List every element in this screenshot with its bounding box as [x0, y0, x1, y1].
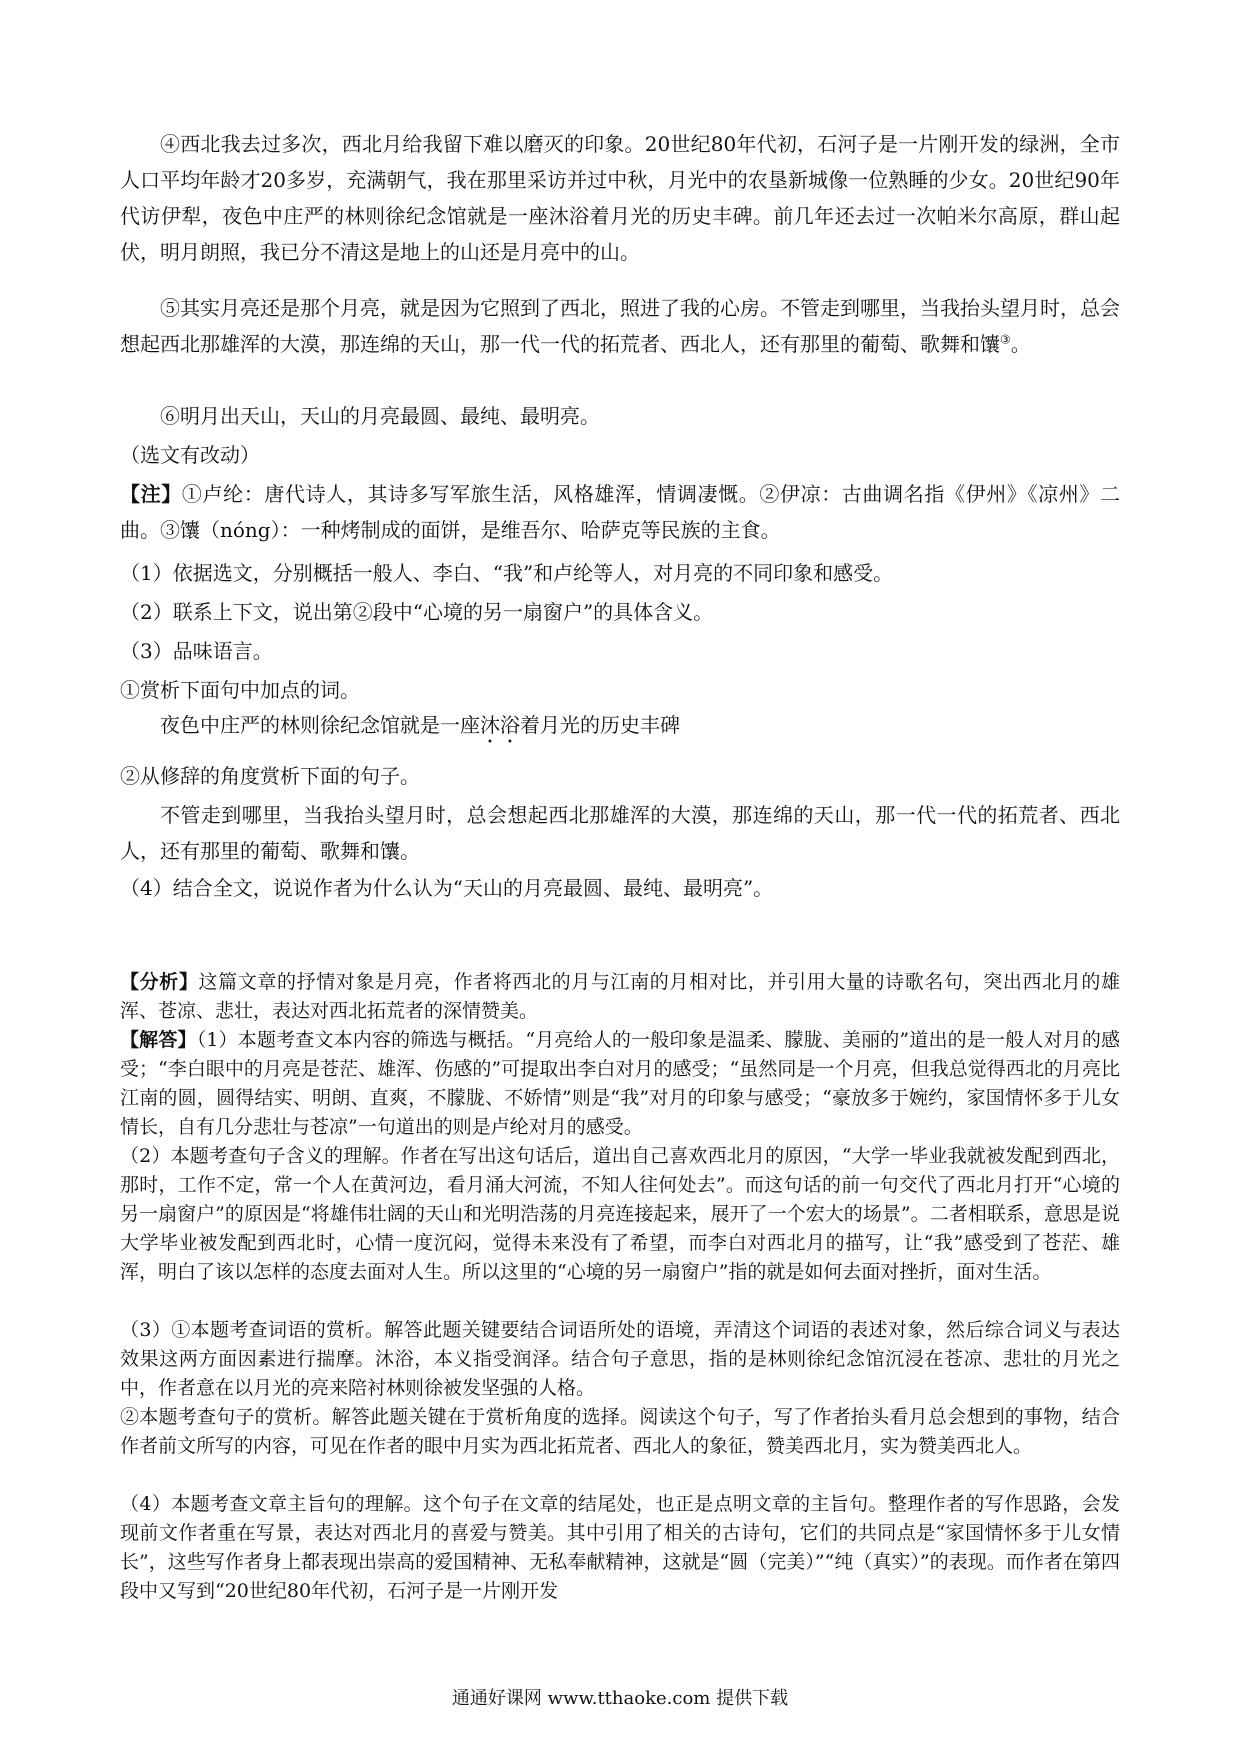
question-3-1-sentence	[120, 707, 1120, 748]
essay-paragraph-6: ⑥明月出天山，天山的月亮最圆、最纯、最明亮。	[160, 404, 600, 428]
sentence-after: 着月光的历史丰碑	[520, 713, 680, 737]
footnote-marker: ③	[1000, 332, 1011, 347]
question-3-2-sentence: 不管走到哪里，当我抬头望月时，总会想起西北那雄浑的大漠，那连绵的天山，那一代一代的拓荒者、西北人，还有那里的葡萄、歌舞和馕。	[120, 803, 1120, 863]
analysis-label: 【分析】	[120, 971, 199, 993]
question-3-1: ①赏析下面句中加点的词。	[120, 678, 360, 702]
analysis-section	[120, 968, 1120, 1026]
question-2: （2）联系上下文，说出第②段中“心境的另一扇窗户”的具体含义。	[120, 600, 714, 624]
question-3: （3）品味语言。	[120, 639, 273, 663]
source-note: （选文有改动）	[120, 443, 260, 467]
question-1: （1）依据选文，分别概括一般人、李白、“我”和卢纶等人，对月亮的不同印象和感受。	[120, 561, 894, 585]
footnotes-label: 【注】	[120, 482, 182, 506]
answer-2: （2）本题考查句子含义的理解。作者在写出这句话后，道出自己喜欢西北月的原因，“大学一毕业我就被发配到西北，那时，工作不定，常一个人在黄河边，看月涌大河流，不知人往何处去”。而这句话的前一句交代了西北月打开“心境的另一扇窗户”的原因是“将雄伟壮阔的天山和光明浩荡的月亮连接起来，展开了一个宏大的场景”。二者相联系，意思是说大学毕业被发配到西北时，心情一度沉闷，觉得未来没有了希望，而李白对西北月的描写，让“我”感受到了苍茫、雄浑，明白了该以怎样的态度去面对人生。所以这里的“心境的另一扇窗户”指的就是如何去面对挫折，面对生活。	[120, 1145, 1120, 1283]
answer-4: （4）本题考查文章主旨句的理解。这个句子在文章的结尾处，也正是点明文章的主旨句。整理作者的写作思路，会发现前文作者重在写景，表达对西北月的喜爱与赞美。其中引用了相关的古诗句，它们的共同点是“家国情怀多于儿女情长”，这些写作者身上都表现出崇高的爱国精神、无私奉献精神，这就是“圆（完美）”“纯（真实）”的表现。而作者在第四段中又写到“20世纪80年代初，石河子是一片刚开发	[120, 1493, 1120, 1602]
dotted-word: 沐浴	[480, 713, 520, 737]
answer-3-1: （3）①本题考查词语的赏析。解答此题关键要结合词语所处的语境，弄清这个词语的表述对象，然后综合词义与表达效果这两方面因素进行揣摩。沐浴，本义指受润泽。结合句子意思，指的是林则徐纪念馆沉浸在苍凉、悲壮的月光之中，作者意在以月光的亮来陪衬林则徐被发坚强的人格。	[120, 1319, 1120, 1399]
question-3-2: ②从修辞的角度赏析下面的句子。	[120, 764, 420, 788]
sentence-before: 夜色中庄严的林则徐纪念馆就是一座	[160, 713, 480, 737]
footnotes-text: ①卢纶：唐代诗人，其诗多写军旅生活，风格雄浑，情调凄慨。②伊凉：古曲调名指《伊州》《凉州》二曲。③馕（nóng）：一种烤制成的面饼，是维吾尔、哈萨克等民族的主食。	[120, 482, 1120, 542]
answer-3-2: ②本题考查句子的赏析。解答此题关键在于赏析角度的选择。阅读这个句子，写了作者抬头看月总会想到的事物，结合作者前文所写的内容，可见在作者的眼中月实为西北拓荒者、西北人的象征，赞美西北月，实为赞美西北人。	[120, 1406, 1120, 1457]
footnotes	[120, 476, 1120, 548]
essay-paragraph-5-text: ⑤其实月亮还是那个月亮，就是因为它照到了西北，照进了我的心房。不管走到哪里，当我抬头望月时，总会想起西北那雄浑的大漠，那连绵的天山，那一代一代的拓荒者、西北人，还有那里的葡萄、歌舞和馕	[120, 296, 1120, 356]
answer-1	[120, 1026, 1120, 1142]
analysis-text: 这篇文章的抒情对象是月亮，作者将西北的月与江南的月相对比，并引用大量的诗歌名句，突出西北月的雄浑、苍凉、悲壮，表达对西北拓荒者的深情赞美。	[120, 971, 1120, 1022]
essay-paragraph-5-end: 。	[1010, 332, 1031, 356]
answer-1-text: （1）本题考查文本内容的筛选与概括。“月亮给人的一般印象是温柔、朦胧、美丽的”道出的是一般人对月的感受；“李白眼中的月亮是苍茫、雄浑、伤感的”可提取出李白对月的感受；“虽然同是一个月亮，但我总觉得西北的月亮比江南的圆，圆得结实、明朗、直爽，不朦胧、不娇情”则是“我”对月的印象与感受；“豪放多于婉约，家国情怀多于儿女情长，自有几分悲壮与苍凉”一句道出的则是卢纶对月的感受。	[120, 1029, 1120, 1138]
page-footer: 通通好课网 www.tthaoke.com 提供下载	[451, 1688, 789, 1709]
question-4: （4）结合全文，说说作者为什么认为“天山的月亮最圆、最纯、最明亮”。	[120, 876, 774, 900]
answer-label: 【解答】	[120, 1029, 197, 1051]
essay-paragraph-5	[120, 290, 1120, 362]
essay-paragraph-4: ④西北我去过多次，西北月给我留下难以磨灭的印象。20世纪80年代初，石河子是一片刚开发的绿洲，全市人口平均年龄才20多岁，充满朝气，我在那里采访并过中秋，月光中的农垦新城像一位熟睡的少女。20世纪90年代访伊犁，夜色中庄严的林则徐纪念馆就是一座沐浴着月光的历史丰碑。前几年还去过一次帕米尔高原，群山起伏，明月朗照，我已分不清这是地上的山还是月亮中的山。	[120, 132, 1120, 264]
